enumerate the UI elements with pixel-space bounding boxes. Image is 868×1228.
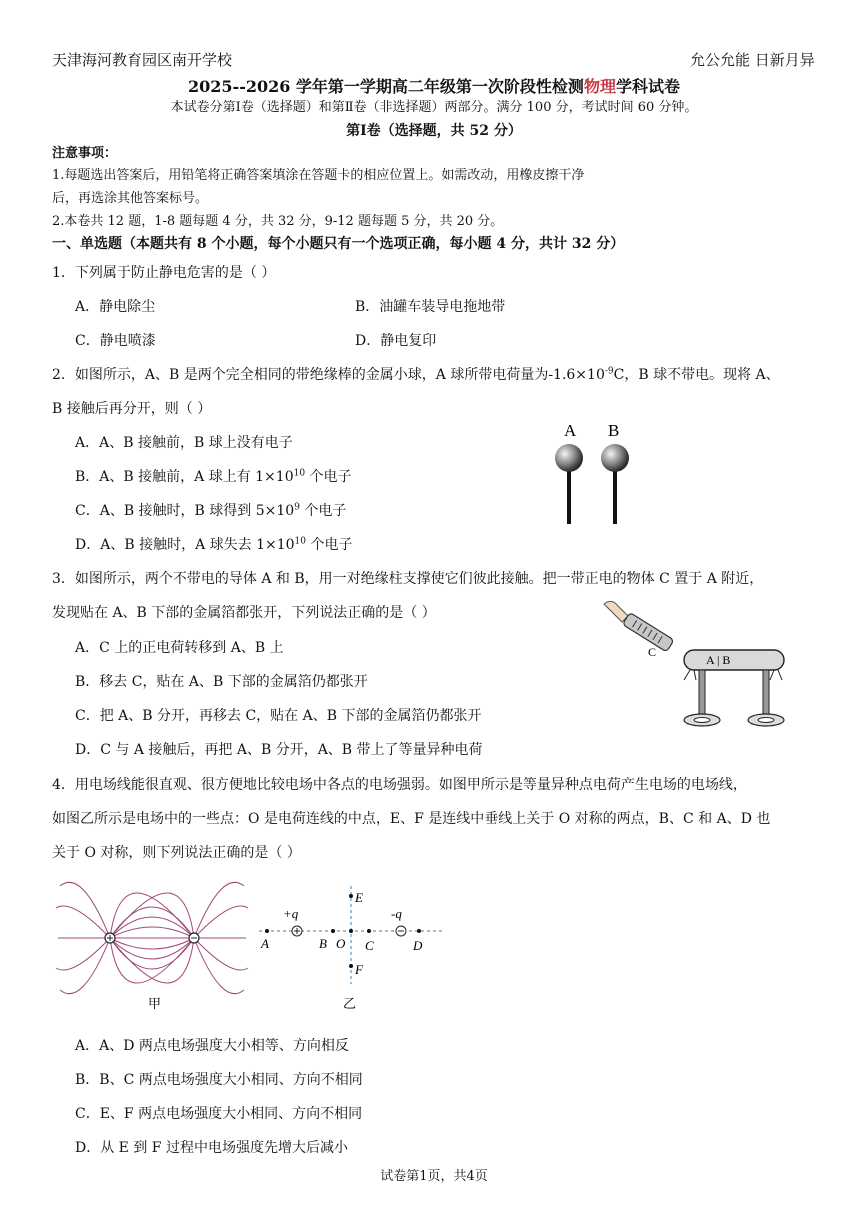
label-point-e: E: [355, 890, 363, 905]
q4-stem2: 如图乙所示是电场中的一些点：O 是电荷连线的中点，E、F 是连线中垂线上关于 O 对称的两点，B、C 和 A、D 也: [52, 811, 771, 827]
section1-title: 第Ⅰ卷（选择题，共 52 分）: [346, 123, 522, 139]
q2-option-d: [75, 534, 352, 554]
q2-stem-sup: -9: [604, 366, 614, 377]
title-part1: 2025--2026 学年第一学期高二年级第一次阶段性检测: [188, 77, 584, 96]
q2-option-d-sup: 10: [294, 536, 306, 547]
fig-label-b: B: [608, 421, 620, 440]
school-name: 天津海河教育园区南开学校: [52, 51, 233, 69]
part1-heading: 一、单选题（本题共有 8 个小题，每个小题只有一个选项正确，每小题 4 分，共计 32 分）: [52, 236, 625, 252]
q4-stem: 4．用电场线能很直观、很方便地比较电场中各点的电场强弱。如图甲所示是等量异种点电荷产生电场的电场线，: [52, 777, 747, 793]
q3-stem2: 发现贴在 A、B 下部的金属箔都张开，下列说法正确的是（ ）: [52, 605, 436, 621]
q2-option-b-a: B．A、B 接触前，A 球上有 1×10: [75, 469, 294, 485]
label-point-d: D: [413, 938, 423, 953]
exam-title: [0, 74, 868, 97]
q3-option-b: B．移去 C，贴在 A、B 下部的金属箔仍都张开: [75, 674, 368, 690]
label-point-b: B: [319, 936, 327, 951]
q1-option-c: C．静电喷漆: [75, 333, 156, 349]
label-point-f: F: [355, 962, 363, 977]
q2-option-b: [75, 466, 352, 486]
notes-line1b: 后，再选涂其他答案标号。: [52, 191, 209, 206]
conductor-ab: [684, 650, 784, 670]
school-motto: 允公允能 日新月异: [690, 51, 815, 69]
q3-option-c: C．把 A、B 分开，再移去 C，贴在 A、B 下部的金属箔仍都张开: [75, 708, 482, 724]
fig-label-yi: 乙: [343, 996, 357, 1011]
notes-line2: 2.本卷共 12 题，1-8 题每题 4 分，共 32 分，9-12 题每题 5 分，共 20 分。: [52, 214, 504, 229]
q4-option-a: A．A、D 两点电场强度大小相等、方向相反: [75, 1038, 349, 1054]
q1-option-d: D．静电复印: [355, 333, 437, 349]
q2-stem-a: 2．如图所示，A、B 是两个完全相同的带绝缘棒的金属小球，A 球所带电荷量为-1.6×10: [52, 367, 605, 383]
page-footer: 试卷第1页，共4页: [380, 1169, 488, 1184]
q4-stem3: 关于 O 对称，则下列说法正确的是（ ）: [52, 845, 301, 861]
title-part2: 学科试卷: [615, 77, 680, 96]
q3-option-d: D．C 与 A 接触后，再把 A、B 分开，A、B 带上了等量异种电荷: [75, 742, 483, 758]
q3-stem: 3．如图所示，两个不带电的导体 A 和 B，用一对绝缘柱支撑使它们彼此接触。把一带正电的物体 C 置于 A 附近，: [52, 571, 764, 587]
title-subject: 物理: [583, 77, 616, 96]
label-plus-q: +q: [283, 906, 299, 921]
label-minus-q: -q: [391, 906, 402, 921]
q4-figure-field-lines: [52, 878, 252, 1013]
fig-label-a: A: [564, 421, 577, 440]
fig-label-jia: 甲: [148, 996, 162, 1011]
q2-option-d-a: D．A、B 接触时，A 球失去 1×10: [75, 537, 295, 553]
q2-option-b-b: 个电子: [305, 469, 352, 485]
q4-option-d: D．从 E 到 F 过程中电场强度先增大后减小: [75, 1140, 348, 1156]
exam-subtitle: 本试卷分第Ⅰ卷（选择题）和第Ⅱ卷（非选择题）两部分。满分 100 分，考试时间 60 分钟。: [170, 100, 698, 115]
q4-figure-points: [255, 878, 450, 1013]
label-point-a: A: [261, 936, 269, 951]
hand-icon: [604, 601, 628, 622]
q2-option-c-a: C．A、B 接触时，B 球得到 5×10: [75, 503, 295, 519]
q2-option-b-sup: 10: [293, 468, 306, 479]
q3-figure-conductors: [598, 596, 798, 736]
q1-stem: 1．下列属于防止静电危害的是（ ）: [52, 265, 276, 281]
q2-option-a: A．A、B 接触前，B 球上没有电子: [75, 435, 293, 451]
q2-stem-b: C，B 球不带电。现将 A、: [613, 367, 780, 383]
q2-option-c-b: 个电子: [299, 503, 347, 519]
notes-line1: 1.每题选出答案后，用铅笔将正确答案填涂在答题卡的相应位置上。如需改动，用橡皮擦干净: [52, 168, 585, 183]
q2-stem: [52, 364, 780, 384]
q2-option-c-sup: 9: [294, 502, 300, 513]
q1-option-b: B．油罐车装导电拖地带: [355, 299, 506, 315]
fig-label-c: C: [648, 645, 657, 659]
notes-heading: 注意事项：: [52, 146, 118, 161]
q4-option-b: B．B、C 两点电场强度大小相同、方向不相同: [75, 1072, 363, 1088]
q1-option-a: A．静电除尘: [75, 299, 156, 315]
q3-option-a: A．C 上的正电荷转移到 A、B 上: [75, 640, 284, 656]
fig-label-ab: A | B: [706, 653, 731, 667]
q2-figure-spheres: [540, 418, 650, 533]
label-point-c: C: [365, 938, 374, 953]
sphere-a: [555, 444, 583, 472]
label-point-o: O: [336, 936, 346, 951]
q2-stem2: B 接触后再分开，则（ ）: [52, 401, 212, 417]
q2-option-d-b: 个电子: [306, 537, 353, 553]
sphere-b: [601, 444, 629, 472]
q2-option-c: [75, 500, 346, 520]
q4-option-c: C．E、F 两点电场强度大小相同、方向不相同: [75, 1106, 363, 1122]
